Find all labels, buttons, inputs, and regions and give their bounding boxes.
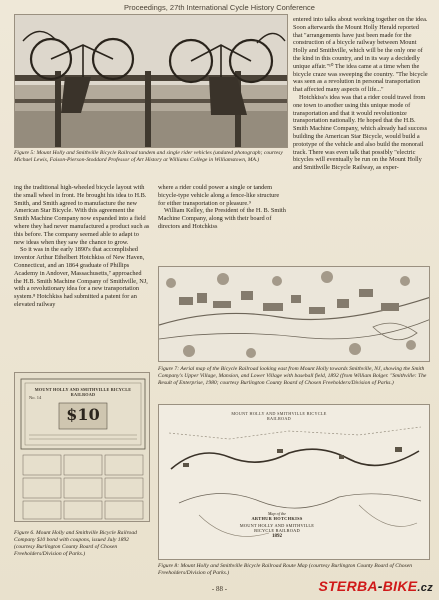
bond-number: No. 14 xyxy=(29,395,42,400)
bond-amount: $10 xyxy=(66,405,100,424)
watermark-part1: STERBA xyxy=(318,578,378,594)
map-title-author: ARTHUR HOTCHKISS xyxy=(251,516,303,521)
paragraph: entered into talks about working together on the idea. Soon afterwards the Mount Holly Herald reported that "arrangements have just been made for the construction of a bicycle railway between Mount Holly and Smithville, which will be the only one of the kind in this country, and in its way a decidedly unique affair."¹⁰ The idea came at a time when the bicycle craze was sweeping the country. "The bicycle was seen as a revolution in personal transportation that affected many aspects of life..." xyxy=(293,16,428,94)
map-title-line4: BICYCLE RAILROAD xyxy=(254,528,300,533)
map-header-line2: BICYCLE RAILROAD xyxy=(266,411,327,421)
map-title-line3: MOUNT HOLLY AND SMITHVILLE xyxy=(239,523,315,528)
running-header: Proceedings, 27th International Cycle History Conference xyxy=(124,3,315,12)
map-title-year: 1892 xyxy=(272,534,282,539)
watermark-dash: - xyxy=(377,578,383,594)
map-header-line1: MOUNT HOLLY AND SMITHVILLE xyxy=(231,411,306,416)
aerial-map-drawing xyxy=(159,267,430,362)
figure-6-caption: Figure 6. Mount Holly and Smithville Bicycle Railroad Company $10 bond with coupons, issued July 1892 (courtesy Burlington County Board of Chosen Freeholders/Division of Parks.) xyxy=(14,530,137,557)
paragraph: where a rider could power a single or tandem bicycle-type vehicle along a fence-like structure for either transportation or pleasure.⁹ xyxy=(158,184,280,207)
right-column-top-text xyxy=(293,16,429,172)
map-header-label xyxy=(219,411,339,421)
site-watermark-logo xyxy=(318,578,433,594)
figure-7-aerial-map xyxy=(158,266,430,362)
left-column-text xyxy=(14,184,150,309)
figure-5-photo xyxy=(14,14,288,148)
bicycle-railroad-photo-image xyxy=(15,15,288,148)
paragraph: ing the traditional high-wheeled bicycle layout with the small wheel in front. He brought his idea to H.B. Smith, and Smith agreed to manufacture the new American Star Bicycle. With this agreement the Smith Machine Company now expanded into a field where they had never manufactured a product such as this before. The company seemed able to adapt to new ideas when they saw the chance to grow. xyxy=(14,184,150,246)
map-title-block xyxy=(229,511,325,539)
map-title-prefix: Map of the xyxy=(267,511,287,516)
paragraph: William Kelley, the President of the H. B. Smith Machine Company, along with their board of directors and Hotchkiss xyxy=(158,207,286,230)
figure-6-bond xyxy=(14,372,150,522)
watermark-domain: .cz xyxy=(417,582,433,594)
paragraph: Hotchkiss's idea was that a rider could travel from one town to another using this unique mode of transportation and that it would revolutionize transportation nationally. He hoped that the H.B. Smith Machine Company, which already had success building the American Star Bicycle, would build a prototype of the vehicle and also build the monorail track. There was even talk that possibly "electric bicycles will eventually be run on the Mount Holly and Smithville Bicycle Railway, as exper- xyxy=(293,93,428,172)
watermark-part2: BIKE xyxy=(382,578,418,594)
figure-8-caption: Figure 8: Mount Holly and Smithville Bicycle Railroad Route Map (courtesy Burlington County Board of Chosen Freeholders/Division of Parks.) xyxy=(158,563,413,576)
figure-5-caption: Figure 5: Mount Holly and Smithville Bicycle Railroad tandem and single rider vehicles (undated photograph; courtesy Michael Lewis, Faison-Pierson-Stoddard Professor of Art History at Williams College in Williamstown, MA.) xyxy=(14,150,283,163)
figure-8-route-map xyxy=(158,404,430,560)
figure-7-caption: Figure 7: Aerial map of the Bicycle Railroad looking east from Mount Holly towards Smithville, NJ, showing the Smith Company's Upper Village, Mansion, and Lower Village with baseball field, 1892 (from William Bolger. "Smithville: The Result of Enterprise, 1980; courtesy Burlington County Board of Chosen Freeholders/Division of Parks.) xyxy=(158,366,427,386)
paragraph: So it was in the early 1890's that accomplished inventor Arthur Ethelbert Hotchkiss of New Haven, Connecticut, and an 1864 graduate of Phillips Academy in Andover, Massachusetts,⁷ approached the H.B. Smith Machine Company of Smithville, NJ, with a revolutionary idea for a new transportation system.⁸ Hotchkiss had submitted a patent for an elevated railway xyxy=(14,246,148,308)
bond-header-text: MOUNT HOLLY AND SMITHVILLE BICYCLE RAILROAD xyxy=(34,387,132,397)
page-number: - 88 - xyxy=(211,585,228,593)
middle-column-text xyxy=(158,184,288,231)
